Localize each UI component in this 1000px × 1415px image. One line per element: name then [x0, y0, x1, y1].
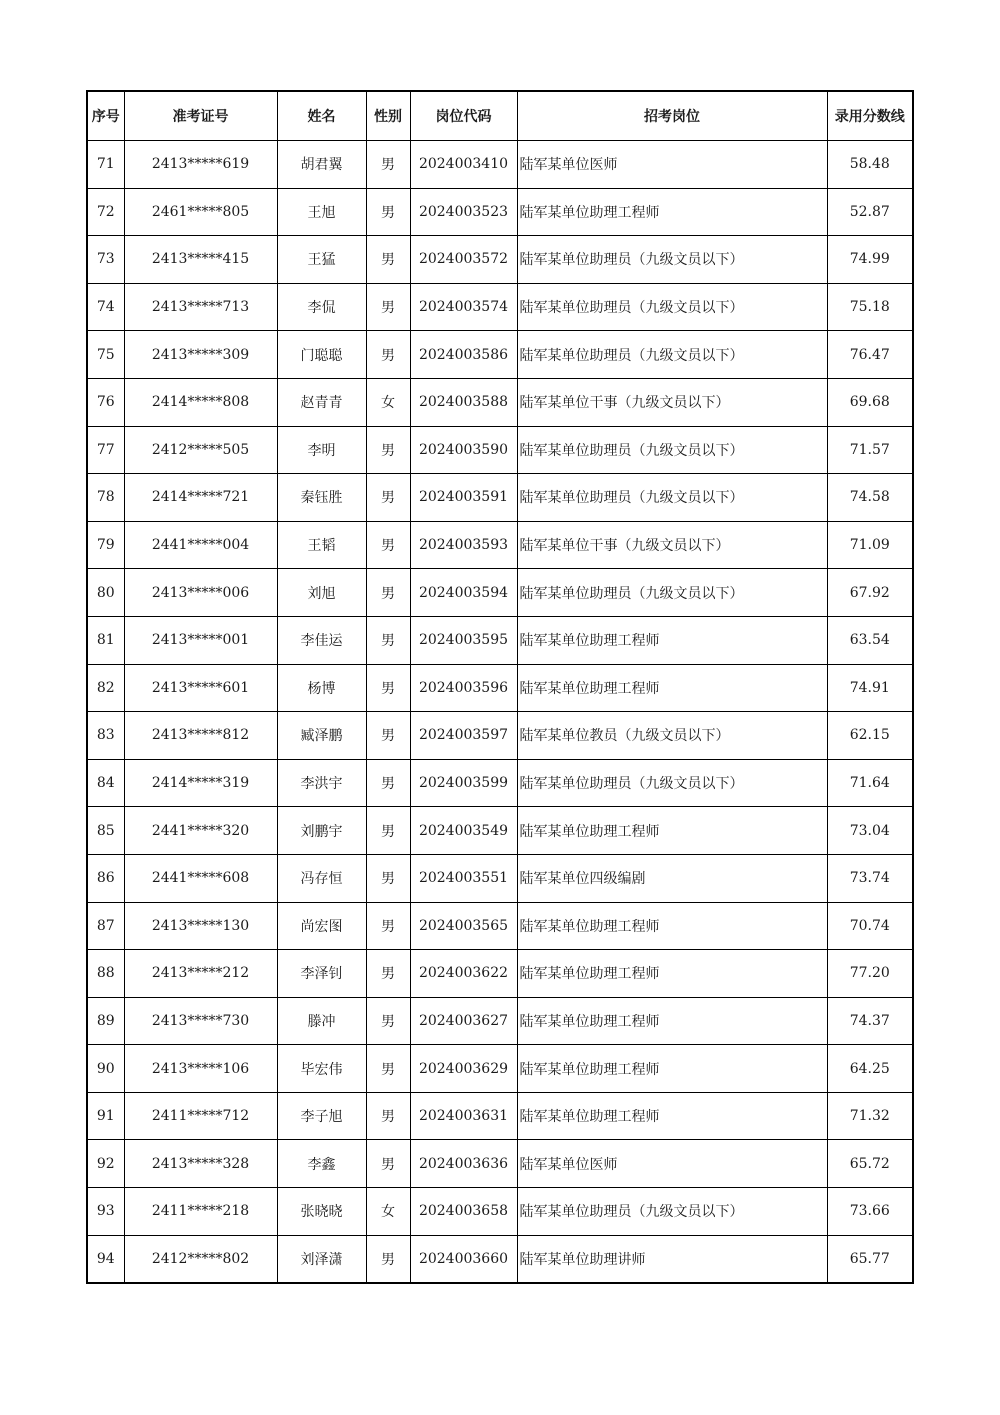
- cell-name: 王韬: [277, 521, 366, 569]
- cell-exam-number: 2414*****319: [124, 759, 277, 807]
- cell-post-code: 2024003599: [410, 759, 517, 807]
- table-row: [87, 378, 913, 426]
- cell-score-line: 64.25: [827, 1045, 913, 1093]
- cell-post-code: 2024003660: [410, 1235, 517, 1283]
- cell-gender: 男: [366, 950, 410, 998]
- cell-post-code: 2024003636: [410, 1140, 517, 1188]
- cell-exam-number: 2413*****415: [124, 236, 277, 284]
- cell-name: 冯存恒: [277, 854, 366, 902]
- cell-post: 陆军某单位医师: [517, 1140, 827, 1188]
- cell-exam-number: 2414*****808: [124, 378, 277, 426]
- cell-post: 陆军某单位干事（九级文员以下）: [517, 521, 827, 569]
- cell-post-code: 2024003594: [410, 569, 517, 617]
- cell-seq: 72: [87, 188, 124, 236]
- cell-score-line: 69.68: [827, 378, 913, 426]
- cell-post-code: 2024003597: [410, 712, 517, 760]
- cell-name: 李洪宇: [277, 759, 366, 807]
- cell-post: 陆军某单位助理工程师: [517, 807, 827, 855]
- table-row: [87, 1188, 913, 1236]
- cell-score-line: 74.99: [827, 236, 913, 284]
- cell-seq: 77: [87, 426, 124, 474]
- cell-score-line: 74.91: [827, 664, 913, 712]
- cell-gender: 男: [366, 569, 410, 617]
- table-body: [87, 141, 913, 1284]
- header-exam-number: 准考证号: [124, 91, 277, 141]
- cell-exam-number: 2413*****001: [124, 616, 277, 664]
- cell-exam-number: 2411*****712: [124, 1092, 277, 1140]
- header-score-line: 录用分数线: [827, 91, 913, 141]
- cell-exam-number: 2441*****608: [124, 854, 277, 902]
- cell-name: 李侃: [277, 283, 366, 331]
- table-row: [87, 997, 913, 1045]
- cell-exam-number: 2413*****730: [124, 997, 277, 1045]
- cell-post-code: 2024003596: [410, 664, 517, 712]
- cell-post: 陆军某单位助理工程师: [517, 950, 827, 998]
- cell-name: 张晓晓: [277, 1188, 366, 1236]
- cell-post-code: 2024003588: [410, 378, 517, 426]
- cell-seq: 81: [87, 616, 124, 664]
- cell-post-code: 2024003631: [410, 1092, 517, 1140]
- cell-gender: 男: [366, 902, 410, 950]
- cell-seq: 78: [87, 474, 124, 522]
- cell-post: 陆军某单位助理员（九级文员以下）: [517, 236, 827, 284]
- cell-post: 陆军某单位助理员（九级文员以下）: [517, 283, 827, 331]
- table-row: [87, 141, 913, 189]
- cell-post-code: 2024003629: [410, 1045, 517, 1093]
- cell-score-line: 74.37: [827, 997, 913, 1045]
- cell-name: 刘鹏宇: [277, 807, 366, 855]
- table-row: [87, 331, 913, 379]
- cell-exam-number: 2414*****721: [124, 474, 277, 522]
- table-row: [87, 1235, 913, 1283]
- cell-gender: 男: [366, 712, 410, 760]
- cell-exam-number: 2413*****713: [124, 283, 277, 331]
- cell-gender: 女: [366, 378, 410, 426]
- cell-seq: 84: [87, 759, 124, 807]
- cell-score-line: 71.32: [827, 1092, 913, 1140]
- cell-exam-number: 2413*****212: [124, 950, 277, 998]
- cell-name: 王旭: [277, 188, 366, 236]
- cell-seq: 71: [87, 141, 124, 189]
- table-row: [87, 188, 913, 236]
- cell-post: 陆军某单位助理员（九级文员以下）: [517, 759, 827, 807]
- cell-gender: 男: [366, 1235, 410, 1283]
- header-row: [87, 91, 913, 141]
- cell-gender: 男: [366, 997, 410, 1045]
- cell-score-line: 67.92: [827, 569, 913, 617]
- cell-post: 陆军某单位助理员（九级文员以下）: [517, 331, 827, 379]
- cell-gender: 男: [366, 236, 410, 284]
- table-row: [87, 236, 913, 284]
- cell-seq: 91: [87, 1092, 124, 1140]
- cell-score-line: 73.74: [827, 854, 913, 902]
- cell-post-code: 2024003551: [410, 854, 517, 902]
- header-name: 姓名: [277, 91, 366, 141]
- cell-name: 刘旭: [277, 569, 366, 617]
- cell-name: 尚宏图: [277, 902, 366, 950]
- cell-post-code: 2024003595: [410, 616, 517, 664]
- cell-score-line: 75.18: [827, 283, 913, 331]
- cell-score-line: 71.09: [827, 521, 913, 569]
- cell-name: 刘泽潇: [277, 1235, 366, 1283]
- table-row: [87, 474, 913, 522]
- cell-name: 胡君翼: [277, 141, 366, 189]
- table-row: [87, 521, 913, 569]
- cell-gender: 男: [366, 1092, 410, 1140]
- cell-post-code: 2024003627: [410, 997, 517, 1045]
- cell-gender: 男: [366, 854, 410, 902]
- header-post-code: 岗位代码: [410, 91, 517, 141]
- cell-post: 陆军某单位助理工程师: [517, 664, 827, 712]
- cell-post-code: 2024003591: [410, 474, 517, 522]
- table-row: [87, 1140, 913, 1188]
- cell-post: 陆军某单位教员（九级文员以下）: [517, 712, 827, 760]
- cell-seq: 80: [87, 569, 124, 617]
- cell-seq: 89: [87, 997, 124, 1045]
- cell-seq: 88: [87, 950, 124, 998]
- cell-post-code: 2024003565: [410, 902, 517, 950]
- cell-seq: 92: [87, 1140, 124, 1188]
- cell-gender: 男: [366, 188, 410, 236]
- cell-gender: 男: [366, 759, 410, 807]
- cell-seq: 75: [87, 331, 124, 379]
- cell-seq: 83: [87, 712, 124, 760]
- cell-post-code: 2024003622: [410, 950, 517, 998]
- table-row: [87, 616, 913, 664]
- cell-score-line: 62.15: [827, 712, 913, 760]
- cell-seq: 86: [87, 854, 124, 902]
- cell-post: 陆军某单位助理工程师: [517, 616, 827, 664]
- cell-name: 臧泽鹏: [277, 712, 366, 760]
- cell-name: 门聪聪: [277, 331, 366, 379]
- table-row: [87, 569, 913, 617]
- cell-gender: 男: [366, 616, 410, 664]
- cell-name: 赵青青: [277, 378, 366, 426]
- cell-name: 王猛: [277, 236, 366, 284]
- table-row: [87, 426, 913, 474]
- table-row: [87, 854, 913, 902]
- cell-score-line: 71.57: [827, 426, 913, 474]
- table-header: [87, 91, 913, 141]
- cell-post: 陆军某单位助理讲师: [517, 1235, 827, 1283]
- cell-seq: 93: [87, 1188, 124, 1236]
- cell-score-line: 74.58: [827, 474, 913, 522]
- cell-gender: 女: [366, 1188, 410, 1236]
- cell-post: 陆军某单位助理工程师: [517, 1045, 827, 1093]
- cell-post: 陆军某单位助理员（九级文员以下）: [517, 426, 827, 474]
- cell-score-line: 73.66: [827, 1188, 913, 1236]
- cell-post-code: 2024003549: [410, 807, 517, 855]
- cell-seq: 87: [87, 902, 124, 950]
- cell-seq: 74: [87, 283, 124, 331]
- cell-seq: 90: [87, 1045, 124, 1093]
- cell-post-code: 2024003523: [410, 188, 517, 236]
- cell-score-line: 52.87: [827, 188, 913, 236]
- cell-score-line: 65.72: [827, 1140, 913, 1188]
- cell-seq: 85: [87, 807, 124, 855]
- cell-exam-number: 2412*****802: [124, 1235, 277, 1283]
- cell-name: 李明: [277, 426, 366, 474]
- cell-name: 李子旭: [277, 1092, 366, 1140]
- cell-post-code: 2024003410: [410, 141, 517, 189]
- cell-post-code: 2024003572: [410, 236, 517, 284]
- cell-post: 陆军某单位助理工程师: [517, 902, 827, 950]
- table-row: [87, 1092, 913, 1140]
- cell-exam-number: 2413*****619: [124, 141, 277, 189]
- cell-exam-number: 2413*****812: [124, 712, 277, 760]
- table-row: [87, 712, 913, 760]
- table-row: [87, 1045, 913, 1093]
- cell-gender: 男: [366, 1140, 410, 1188]
- cell-gender: 男: [366, 664, 410, 712]
- cell-name: 李佳运: [277, 616, 366, 664]
- results-table: [86, 90, 914, 1284]
- header-post: 招考岗位: [517, 91, 827, 141]
- cell-seq: 76: [87, 378, 124, 426]
- cell-exam-number: 2411*****218: [124, 1188, 277, 1236]
- cell-post-code: 2024003574: [410, 283, 517, 331]
- cell-score-line: 71.64: [827, 759, 913, 807]
- cell-post-code: 2024003593: [410, 521, 517, 569]
- cell-score-line: 65.77: [827, 1235, 913, 1283]
- cell-name: 李鑫: [277, 1140, 366, 1188]
- cell-gender: 男: [366, 1045, 410, 1093]
- header-gender: 性别: [366, 91, 410, 141]
- cell-exam-number: 2441*****320: [124, 807, 277, 855]
- cell-score-line: 73.04: [827, 807, 913, 855]
- cell-post: 陆军某单位助理工程师: [517, 997, 827, 1045]
- cell-exam-number: 2412*****505: [124, 426, 277, 474]
- table-row: [87, 664, 913, 712]
- cell-post: 陆军某单位助理员（九级文员以下）: [517, 474, 827, 522]
- cell-score-line: 77.20: [827, 950, 913, 998]
- cell-seq: 79: [87, 521, 124, 569]
- cell-score-line: 63.54: [827, 616, 913, 664]
- cell-post-code: 2024003590: [410, 426, 517, 474]
- cell-gender: 男: [366, 521, 410, 569]
- table-row: [87, 807, 913, 855]
- table-row: [87, 902, 913, 950]
- cell-name: 毕宏伟: [277, 1045, 366, 1093]
- cell-name: 李泽钊: [277, 950, 366, 998]
- cell-post: 陆军某单位干事（九级文员以下）: [517, 378, 827, 426]
- cell-post: 陆军某单位助理工程师: [517, 1092, 827, 1140]
- cell-post: 陆军某单位四级编剧: [517, 854, 827, 902]
- cell-seq: 73: [87, 236, 124, 284]
- cell-post-code: 2024003658: [410, 1188, 517, 1236]
- cell-score-line: 58.48: [827, 141, 913, 189]
- cell-post: 陆军某单位助理工程师: [517, 188, 827, 236]
- cell-exam-number: 2461*****805: [124, 188, 277, 236]
- cell-exam-number: 2413*****328: [124, 1140, 277, 1188]
- cell-exam-number: 2441*****004: [124, 521, 277, 569]
- table-row: [87, 759, 913, 807]
- cell-score-line: 76.47: [827, 331, 913, 379]
- cell-gender: 男: [366, 283, 410, 331]
- cell-seq: 82: [87, 664, 124, 712]
- cell-post-code: 2024003586: [410, 331, 517, 379]
- cell-name: 秦钰胜: [277, 474, 366, 522]
- cell-post: 陆军某单位助理员（九级文员以下）: [517, 1188, 827, 1236]
- cell-post: 陆军某单位医师: [517, 141, 827, 189]
- cell-gender: 男: [366, 807, 410, 855]
- cell-gender: 男: [366, 141, 410, 189]
- cell-exam-number: 2413*****130: [124, 902, 277, 950]
- cell-seq: 94: [87, 1235, 124, 1283]
- cell-exam-number: 2413*****106: [124, 1045, 277, 1093]
- cell-gender: 男: [366, 426, 410, 474]
- cell-name: 滕冲: [277, 997, 366, 1045]
- header-seq: 序号: [87, 91, 124, 141]
- cell-exam-number: 2413*****309: [124, 331, 277, 379]
- cell-name: 杨博: [277, 664, 366, 712]
- cell-exam-number: 2413*****006: [124, 569, 277, 617]
- table-row: [87, 950, 913, 998]
- cell-gender: 男: [366, 474, 410, 522]
- cell-exam-number: 2413*****601: [124, 664, 277, 712]
- table-row: [87, 283, 913, 331]
- cell-gender: 男: [366, 331, 410, 379]
- cell-score-line: 70.74: [827, 902, 913, 950]
- cell-post: 陆军某单位助理员（九级文员以下）: [517, 569, 827, 617]
